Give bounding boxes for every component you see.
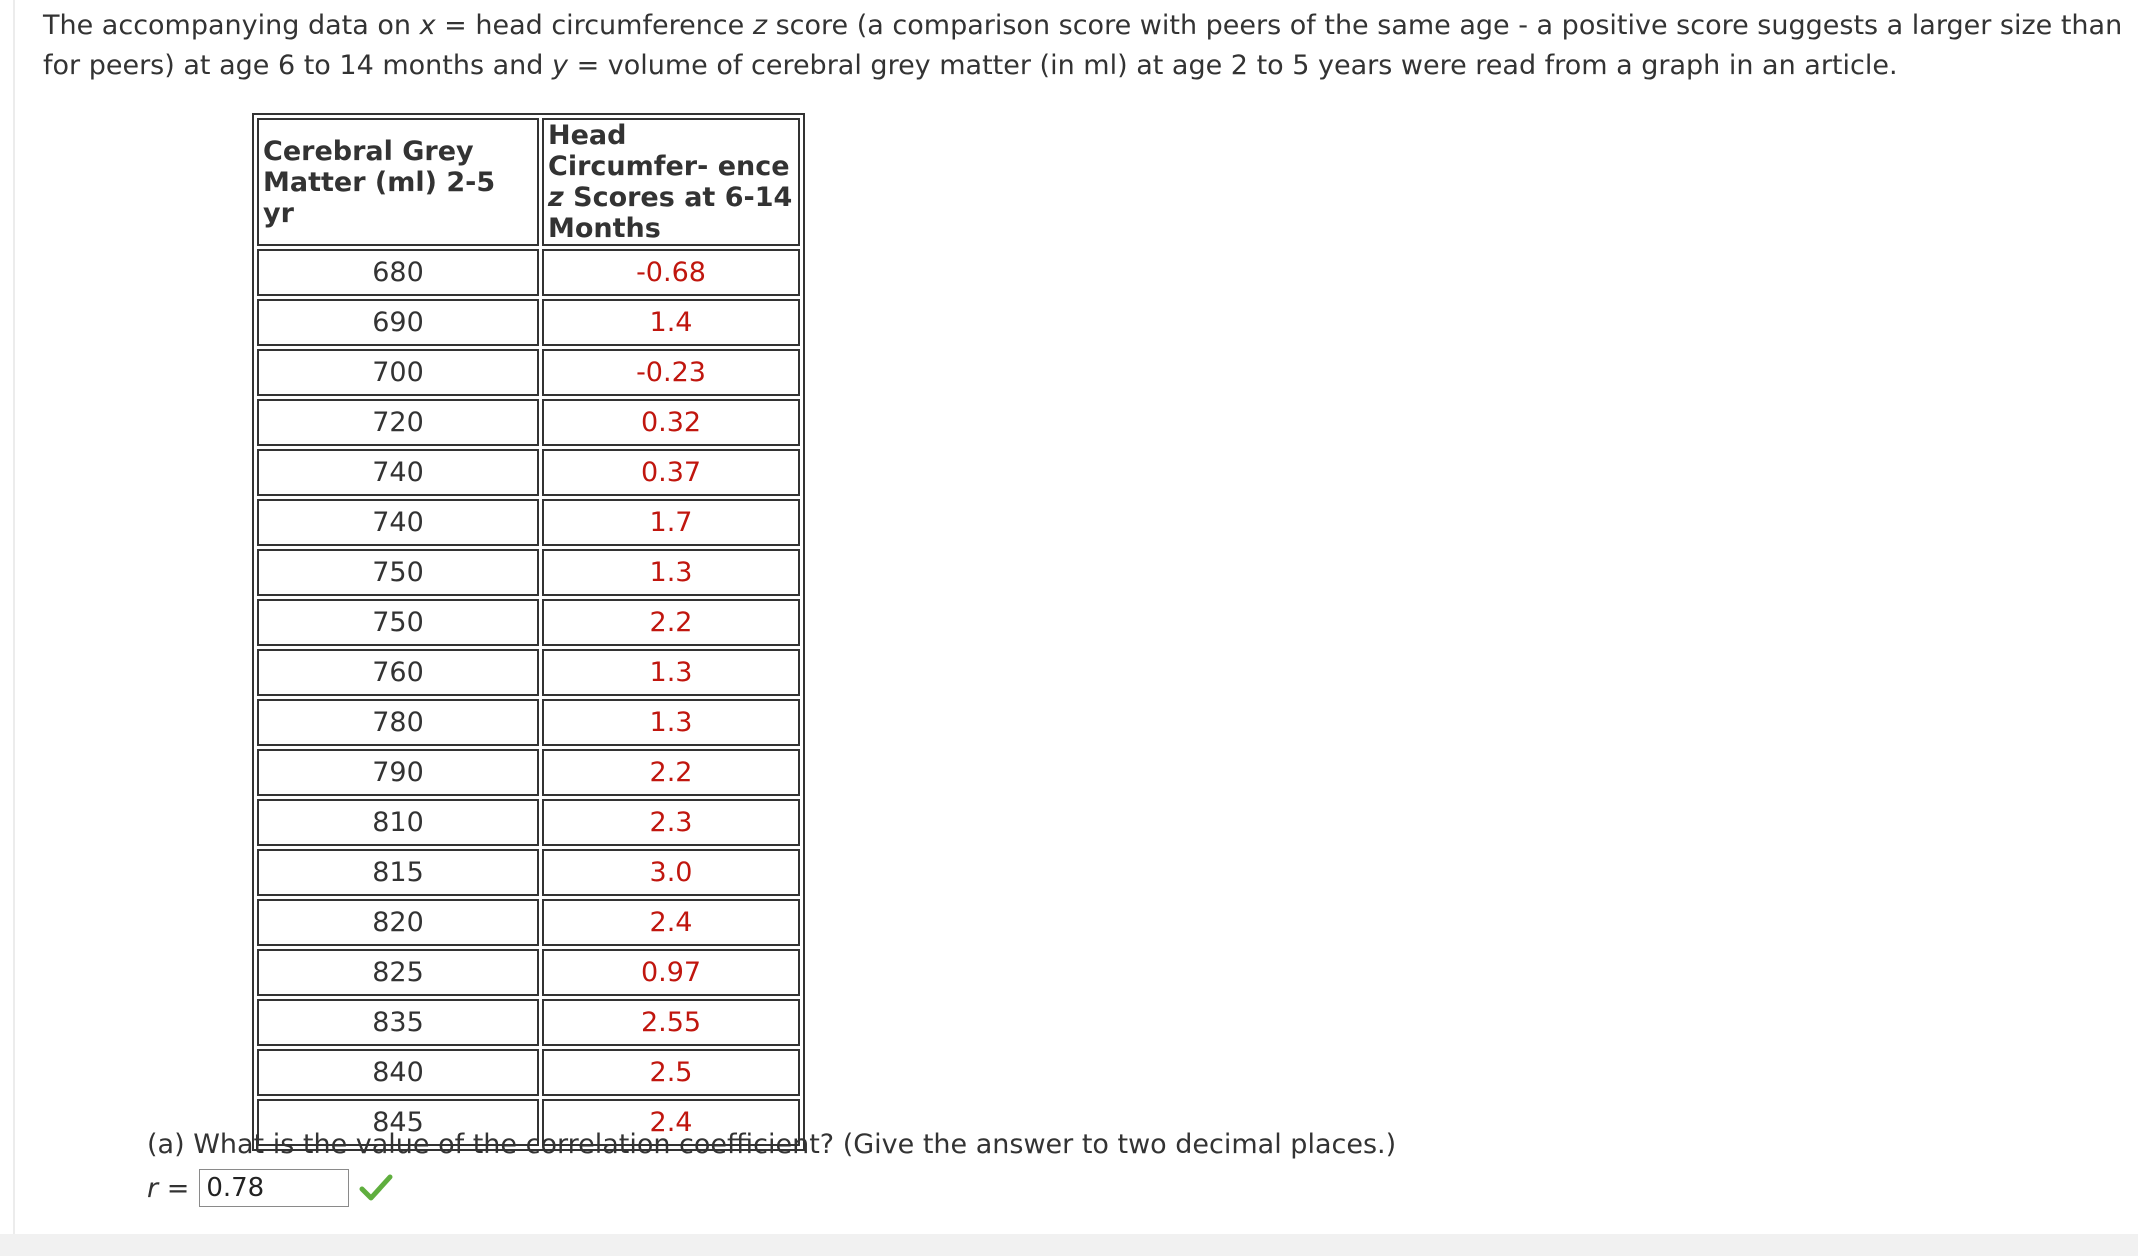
z-score-value: 0.37 (542, 449, 800, 496)
check-icon (359, 1173, 393, 1203)
z-score-value: 1.3 (542, 549, 800, 596)
question-a: (a) What is the value of the correlation coefficient? (Give the answer to two decimal places.) (147, 1129, 1397, 1160)
grey-matter-value: 840 (257, 1049, 539, 1096)
intro-z-variable: z (752, 10, 768, 41)
intro-text-3: score (a comparison score with peers of the same age - a positive score suggests a larger size than for peers) at age 6 to 14 months and (43, 10, 2123, 81)
table-row (257, 299, 800, 346)
z-score-value: 1.4 (542, 299, 800, 346)
z-score-value: -0.23 (542, 349, 800, 396)
grey-matter-value: 690 (257, 299, 539, 346)
header-head-circumference: Head Circumfer- ence z Scores at 6-14 Months (542, 118, 800, 246)
table-row (257, 699, 800, 746)
table-row (257, 899, 800, 946)
table-header-row (257, 118, 800, 246)
grey-matter-value: 700 (257, 349, 539, 396)
grey-matter-value: 720 (257, 399, 539, 446)
grey-matter-value: 845 (257, 1099, 539, 1146)
z-score-value: 3.0 (542, 849, 800, 896)
answer-row (147, 1166, 393, 1210)
grey-matter-value: 740 (257, 499, 539, 546)
z-score-value: 2.4 (542, 1099, 800, 1146)
z-score-value: 1.3 (542, 699, 800, 746)
grey-matter-value: 810 (257, 799, 539, 846)
grey-matter-value: 825 (257, 949, 539, 996)
z-score-value: 0.97 (542, 949, 800, 996)
grey-matter-value: 815 (257, 849, 539, 896)
table-body (257, 249, 800, 1146)
table-row (257, 399, 800, 446)
table-row (257, 649, 800, 696)
grey-matter-value: 780 (257, 699, 539, 746)
table-row (257, 249, 800, 296)
z-score-value: 2.3 (542, 799, 800, 846)
z-score-value: 2.4 (542, 899, 800, 946)
grey-matter-value: 740 (257, 449, 539, 496)
problem-intro (43, 6, 2133, 86)
answer-value: 0.78 (206, 1173, 265, 1203)
grey-matter-value: 820 (257, 899, 539, 946)
r-label: r = (147, 1172, 190, 1204)
table-row (257, 799, 800, 846)
grey-matter-value: 760 (257, 649, 539, 696)
answer-input[interactable] (199, 1169, 349, 1207)
z-score-value: 1.7 (542, 499, 800, 546)
intro-text-2: = head circumference (435, 10, 753, 41)
table-row (257, 849, 800, 896)
table-row (257, 449, 800, 496)
z-score-value: 0.32 (542, 399, 800, 446)
grey-matter-value: 680 (257, 249, 539, 296)
grey-matter-value: 750 (257, 599, 539, 646)
table-row (257, 599, 800, 646)
left-border (13, 0, 15, 1256)
table-row (257, 749, 800, 796)
table-row (257, 999, 800, 1046)
z-score-value: -0.68 (542, 249, 800, 296)
intro-y-variable: y (552, 50, 568, 81)
intro-text-4: = volume of cerebral grey matter (in ml) at age 2 to 5 years were read from a graph in an article. (567, 50, 1898, 81)
grey-matter-value: 835 (257, 999, 539, 1046)
z-score-value: 2.2 (542, 599, 800, 646)
table-row (257, 349, 800, 396)
z-score-value: 1.3 (542, 649, 800, 696)
z-score-value: 2.55 (542, 999, 800, 1046)
data-table (252, 113, 805, 1151)
table-row (257, 549, 800, 596)
table-row (257, 499, 800, 546)
z-score-value: 2.5 (542, 1049, 800, 1096)
intro-text-1: The accompanying data on (43, 10, 420, 41)
table-row (257, 1049, 800, 1096)
intro-x-variable: x (419, 10, 436, 41)
grey-matter-value: 750 (257, 549, 539, 596)
z-score-value: 2.2 (542, 749, 800, 796)
bottom-band (0, 1234, 2138, 1256)
grey-matter-value: 790 (257, 749, 539, 796)
header-grey-matter: Cerebral Grey Matter (ml) 2-5 yr (257, 118, 539, 246)
table-row (257, 949, 800, 996)
